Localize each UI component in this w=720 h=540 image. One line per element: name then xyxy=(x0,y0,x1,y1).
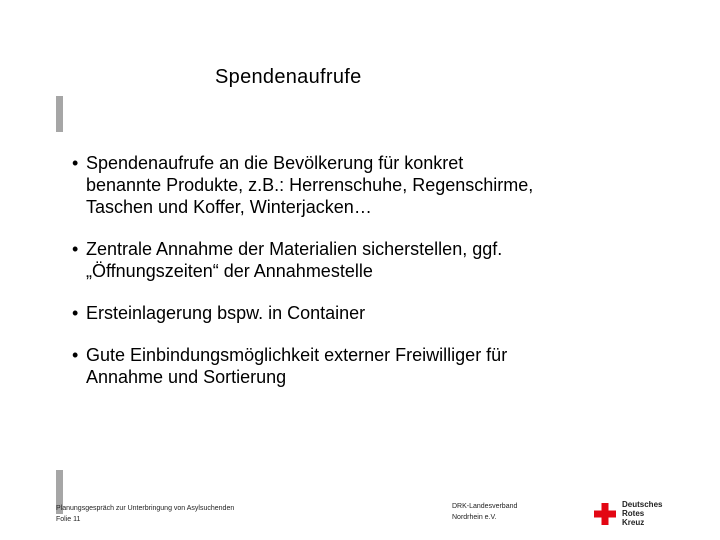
footer-org-line1: DRK-Landesverband xyxy=(452,503,518,510)
bullet-item xyxy=(72,152,632,218)
logo-text xyxy=(622,500,662,527)
bullet-marker: • xyxy=(72,345,79,365)
footer-meeting-title: Planungsgespräch zur Unterbringung von Asylsuchenden xyxy=(56,505,235,512)
red-cross-icon xyxy=(594,503,616,525)
bullet-marker: • xyxy=(72,239,79,259)
bullet-text: Zentrale Annahme der Materialien sicherstellen, ggf. „Öffnungszeiten“ der Annahmestelle xyxy=(86,239,503,281)
bullet-item xyxy=(72,302,632,324)
bullet-marker: • xyxy=(72,303,79,323)
footer-page-number: Folie 11 xyxy=(56,516,81,523)
drk-logo xyxy=(594,500,662,527)
slide-title: Spendenaufrufe xyxy=(215,66,362,88)
bullet-text: Spendenaufrufe an die Bevölkerung für konkret benannte Produkte, z.B.: Herrenschuhe, Regenschirme, Taschen und Koffer, Winterjacken… xyxy=(86,153,534,217)
logo-text-line: Kreuz xyxy=(622,518,645,527)
bullet-text: Gute Einbindungsmöglichkeit externer Freiwilliger für Annahme und Sortierung xyxy=(86,345,508,387)
accent-bar-top xyxy=(56,96,63,132)
logo-text-line: Rotes xyxy=(622,509,645,518)
footer-org-line2: Nordrhein e.V. xyxy=(452,514,497,521)
bullet-list xyxy=(72,152,632,408)
footer-organization xyxy=(452,501,517,523)
bullet-text: Ersteinlagerung bspw. in Container xyxy=(86,303,366,323)
footer-meeting-info xyxy=(56,503,234,525)
bullet-marker: • xyxy=(72,153,79,173)
bullet-item xyxy=(72,344,632,388)
bullet-item xyxy=(72,238,632,282)
logo-text-line: Deutsches xyxy=(622,500,663,509)
